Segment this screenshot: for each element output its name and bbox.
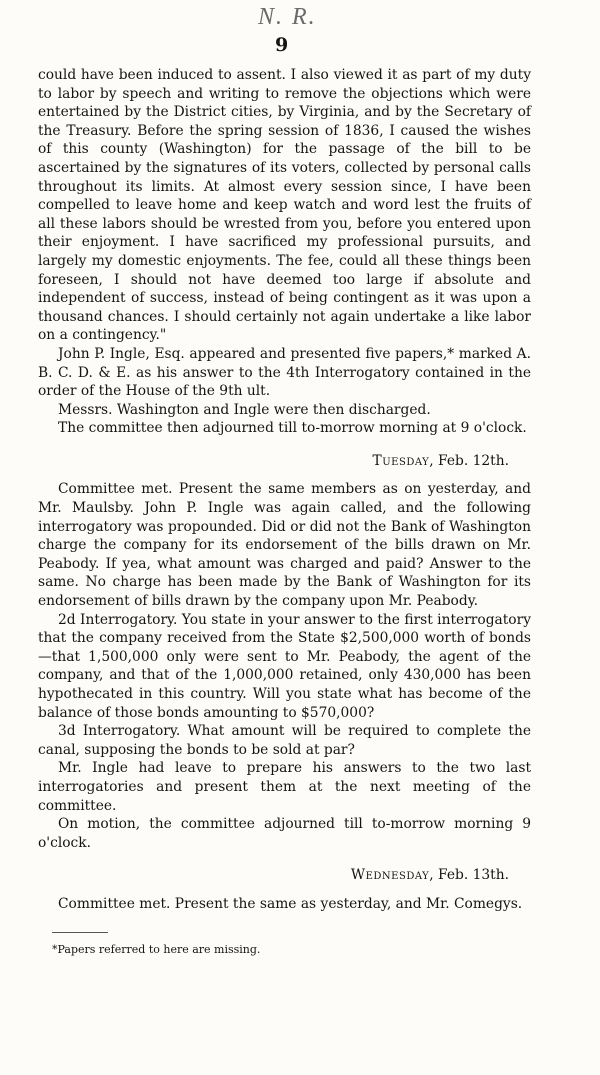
dateline-tuesday	[38, 452, 531, 471]
dateline-day: Tuesday	[372, 452, 430, 469]
dateline-day: Wednesday	[350, 867, 430, 884]
paragraph-committee-met-1: Committee met. Present the same members as on yesterday, and Mr. Maulsby. John P. Ingle was again called, and the following interrogatory was propounded. Did or did not the Bank of Washington charge the company for its endorsement of the bills drawn on Mr. Peabody. If yea, what amount was charged and paid? Answer to the same. No charge has been made by the Bank of Washington for its endorsement of bills drawn by the company upon Mr. Peabody.	[38, 481, 531, 610]
paragraph-continued-quote: could have been induced to assent. I also viewed it as part of my duty to labor by speech and writing to remove the objections which were entertained by the District cities, by Virginia, and by the Secretary of the Treasury. Before the spring session of 1836, I caused the wishes of this county (Washington) for the passage of the bill to be ascertained by the signatures of its voters, collected by personal calls throughout its limits. At almost every session since, I have been compelled to leave home and keep watch and word lest the fruits of all these labors should be wrested from you, before you entered upon their enjoyment. I have sacrificed my professional pursuits, and largely my domestic enjoyments. The fee, could all these things been foreseen, I should not have deemed too large if absolute and independent of success, instead of being contingent as it was upon a thousand chances. I should certainly not again undertake a like labor on a contingency."	[38, 67, 531, 344]
paragraph-committee-met-2: Committee met. Present the same as yesterday, and Mr. Comegys.	[58, 895, 523, 912]
paragraph-adjourned-1: The committee then adjourned till to-morrow morning at 9 o'clock.	[58, 420, 527, 437]
footnote: *Papers referred to here are missing.	[52, 942, 261, 956]
dateline-date: , Feb. 13th.	[429, 867, 509, 884]
document-body	[38, 66, 531, 957]
paragraph-ingle-leave: Mr. Ingle had leave to prepare his answers to the two last interrogatories and present them at the next meeting of the committee.	[38, 760, 531, 814]
paragraph-3d-interrogatory: 3d Interrogatory. What amount will be required to complete the canal, supposing the bonds to be sold at par?	[38, 723, 531, 758]
paragraph-2d-interrogatory: 2d Interrogatory. You state in your answer to the first interrogatory that the company received from the State $2,500,000 worth of bonds—that 1,500,000 only were sent to Mr. Peabody, the agent of the company, and that of the 1,000,000 retained, only 430,000 has been hypothecated in this country. Will you state what has become of the balance of those bonds amounting to $570,000?	[38, 611, 531, 721]
paragraph-adjourned-2: On motion, the committee adjourned till to-morrow morning 9 o'clock.	[38, 816, 531, 851]
dateline-wednesday	[38, 866, 531, 885]
handwritten-mark: N. R.	[258, 4, 317, 30]
footnote-divider	[52, 932, 108, 933]
paragraph-ingle-papers: John P. Ingle, Esq. appeared and presented five papers,* marked A. B. C. D. & E. as his answer to the 4th Interrogatory contained in the order of the House of the 9th ult.	[38, 345, 531, 400]
paragraph-discharged: Messrs. Washington and Ingle were then discharged.	[58, 401, 431, 418]
page-number: 9	[275, 34, 289, 56]
dateline-date: , Feb. 12th.	[429, 452, 509, 469]
